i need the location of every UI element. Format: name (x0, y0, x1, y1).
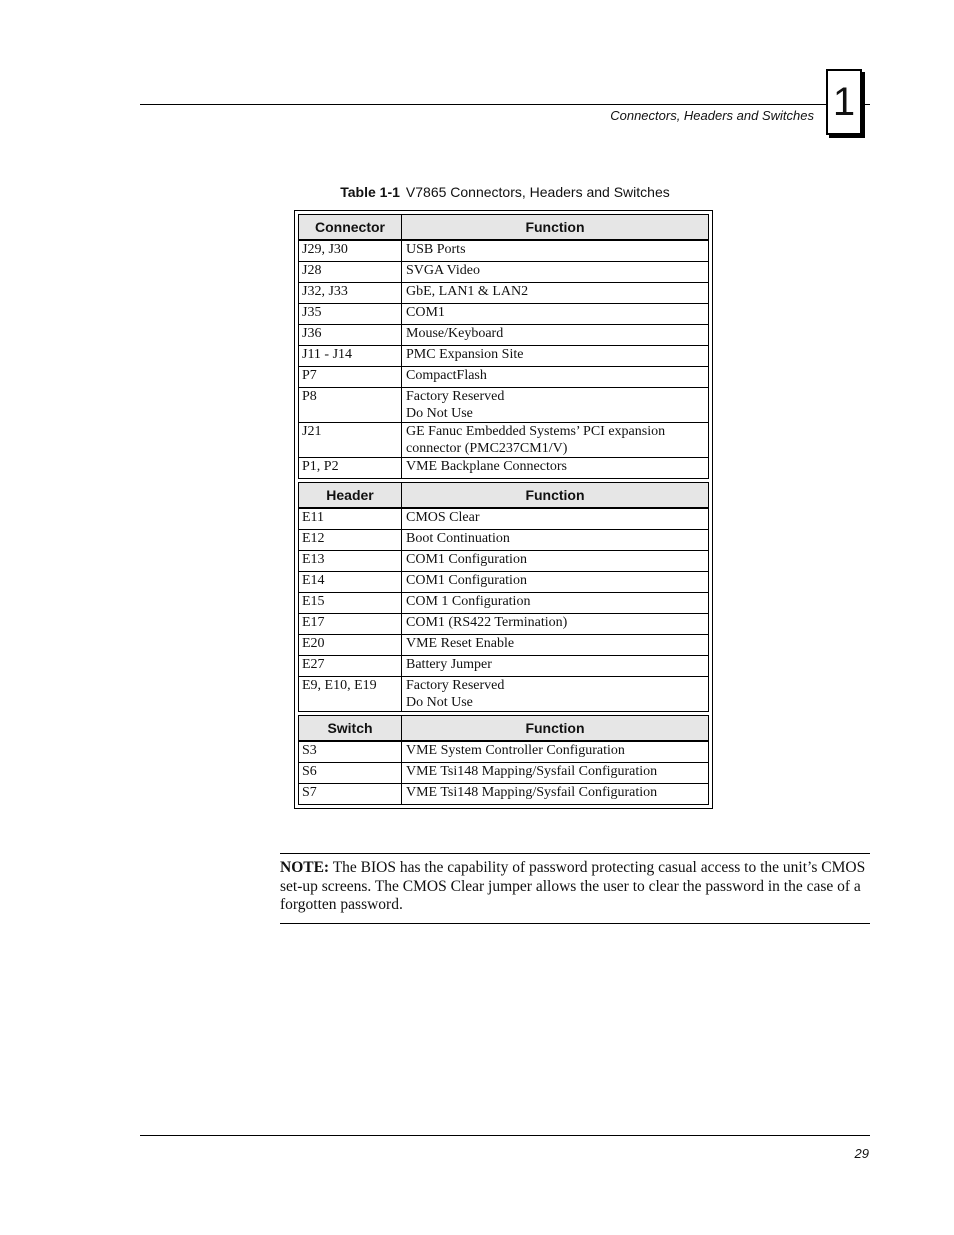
function-cell (402, 508, 709, 530)
designator-cell: E14 (299, 572, 402, 593)
designator-cell: E20 (299, 635, 402, 656)
function-cell (402, 656, 709, 677)
note-box (280, 853, 870, 924)
table-row (299, 388, 709, 423)
table-row (299, 635, 709, 656)
table-caption-label: Table 1-1 (340, 184, 400, 200)
function-cell (402, 614, 709, 635)
function-heading: Function (402, 215, 709, 241)
section-header-row (299, 716, 709, 742)
designator-cell: S3 (299, 741, 402, 763)
function-cell (402, 530, 709, 551)
table-row (299, 784, 709, 805)
function-cell (402, 763, 709, 784)
function-line: SVGA Video (406, 263, 480, 278)
table-row (299, 325, 709, 346)
designator-cell: P8 (299, 388, 402, 423)
function-heading: Function (402, 483, 709, 509)
function-cell (402, 283, 709, 304)
connectors-table (298, 214, 709, 805)
table-row (299, 262, 709, 283)
footer-rule (140, 1135, 870, 1136)
table-row (299, 677, 709, 712)
function-line: COM1 (406, 305, 445, 320)
function-line: GbE, LAN1 & LAN2 (406, 284, 529, 299)
designator-cell: E11 (299, 508, 402, 530)
function-line: COM1 Configuration (406, 552, 527, 567)
function-cell (402, 388, 709, 423)
running-header-title: Connectors, Headers and Switches (610, 108, 814, 123)
table-row (299, 763, 709, 784)
function-cell (402, 593, 709, 614)
section-heading: Connector (299, 215, 402, 241)
table-row (299, 572, 709, 593)
section-heading: Header (299, 483, 402, 509)
function-cell (402, 346, 709, 367)
function-line: Factory Reserved (406, 389, 505, 404)
table-row (299, 423, 709, 458)
function-line: VME Reset Enable (406, 636, 515, 651)
designator-cell: P1, P2 (299, 458, 402, 479)
function-cell (402, 240, 709, 262)
function-line: Battery Jumper (406, 657, 492, 672)
function-line: connector (PMC237CM1/V) (406, 441, 568, 456)
function-line: USB Ports (406, 242, 466, 257)
function-line: Factory Reserved (406, 678, 505, 693)
table-row (299, 283, 709, 304)
table-row (299, 346, 709, 367)
table-row (299, 508, 709, 530)
function-cell (402, 304, 709, 325)
function-cell (402, 635, 709, 656)
function-cell (402, 741, 709, 763)
function-heading: Function (402, 716, 709, 742)
function-line: Do Not Use (406, 406, 473, 421)
function-line: VME System Controller Configuration (406, 743, 625, 758)
designator-cell: J11 - J14 (299, 346, 402, 367)
designator-cell: S6 (299, 763, 402, 784)
function-line: Do Not Use (406, 695, 473, 710)
function-cell (402, 367, 709, 388)
function-line: GE Fanuc Embedded Systems’ PCI expansion (406, 424, 666, 439)
function-line: Boot Continuation (406, 531, 510, 546)
table-row (299, 458, 709, 479)
function-cell (402, 262, 709, 283)
function-line: PMC Expansion Site (406, 347, 524, 362)
function-cell (402, 325, 709, 346)
section-header-row (299, 483, 709, 509)
designator-cell: E12 (299, 530, 402, 551)
table-row (299, 530, 709, 551)
designator-cell: J29, J30 (299, 240, 402, 262)
designator-cell: E17 (299, 614, 402, 635)
table-row (299, 614, 709, 635)
chapter-tab: 1 (826, 69, 862, 135)
designator-cell: E9, E10, E19 (299, 677, 402, 712)
designator-cell: J35 (299, 304, 402, 325)
function-cell (402, 784, 709, 805)
table-row (299, 367, 709, 388)
table-row (299, 240, 709, 262)
function-line: CMOS Clear (406, 510, 480, 525)
note-text: The BIOS has the capability of password protecting casual access to the unit’s CMOS set-up screens. The CMOS Clear jumper allows the user to clear the password in the case of a forgotten password. (280, 859, 866, 913)
function-cell (402, 423, 709, 458)
page-number: 29 (854, 1146, 869, 1161)
note-label: NOTE: (280, 859, 330, 876)
function-line: Mouse/Keyboard (406, 326, 504, 341)
designator-cell: J36 (299, 325, 402, 346)
table-caption-text: V7865 Connectors, Headers and Switches (405, 184, 670, 200)
table-row (299, 593, 709, 614)
function-line: VME Tsi148 Mapping/Sysfail Configuration (406, 785, 658, 800)
designator-cell: E27 (299, 656, 402, 677)
function-line: COM1 (RS422 Termination) (406, 615, 568, 630)
function-cell (402, 551, 709, 572)
function-cell (402, 572, 709, 593)
function-line: VME Backplane Connectors (406, 459, 567, 474)
table-row (299, 304, 709, 325)
function-cell (402, 677, 709, 712)
designator-cell: J21 (299, 423, 402, 458)
designator-cell: E13 (299, 551, 402, 572)
section-header-row (299, 215, 709, 241)
designator-cell: S7 (299, 784, 402, 805)
table-row (299, 741, 709, 763)
section-heading: Switch (299, 716, 402, 742)
function-line: CompactFlash (406, 368, 487, 383)
designator-cell: J32, J33 (299, 283, 402, 304)
designator-cell: J28 (299, 262, 402, 283)
connectors-table-frame (294, 210, 713, 809)
header-rule (140, 104, 870, 105)
table-body (299, 215, 709, 805)
function-line: VME Tsi148 Mapping/Sysfail Configuration (406, 764, 658, 779)
table-row (299, 551, 709, 572)
table-row (299, 656, 709, 677)
designator-cell: P7 (299, 367, 402, 388)
function-line: COM1 Configuration (406, 573, 527, 588)
designator-cell: E15 (299, 593, 402, 614)
function-line: COM 1 Configuration (406, 594, 531, 609)
function-cell (402, 458, 709, 479)
table-caption (0, 184, 954, 200)
